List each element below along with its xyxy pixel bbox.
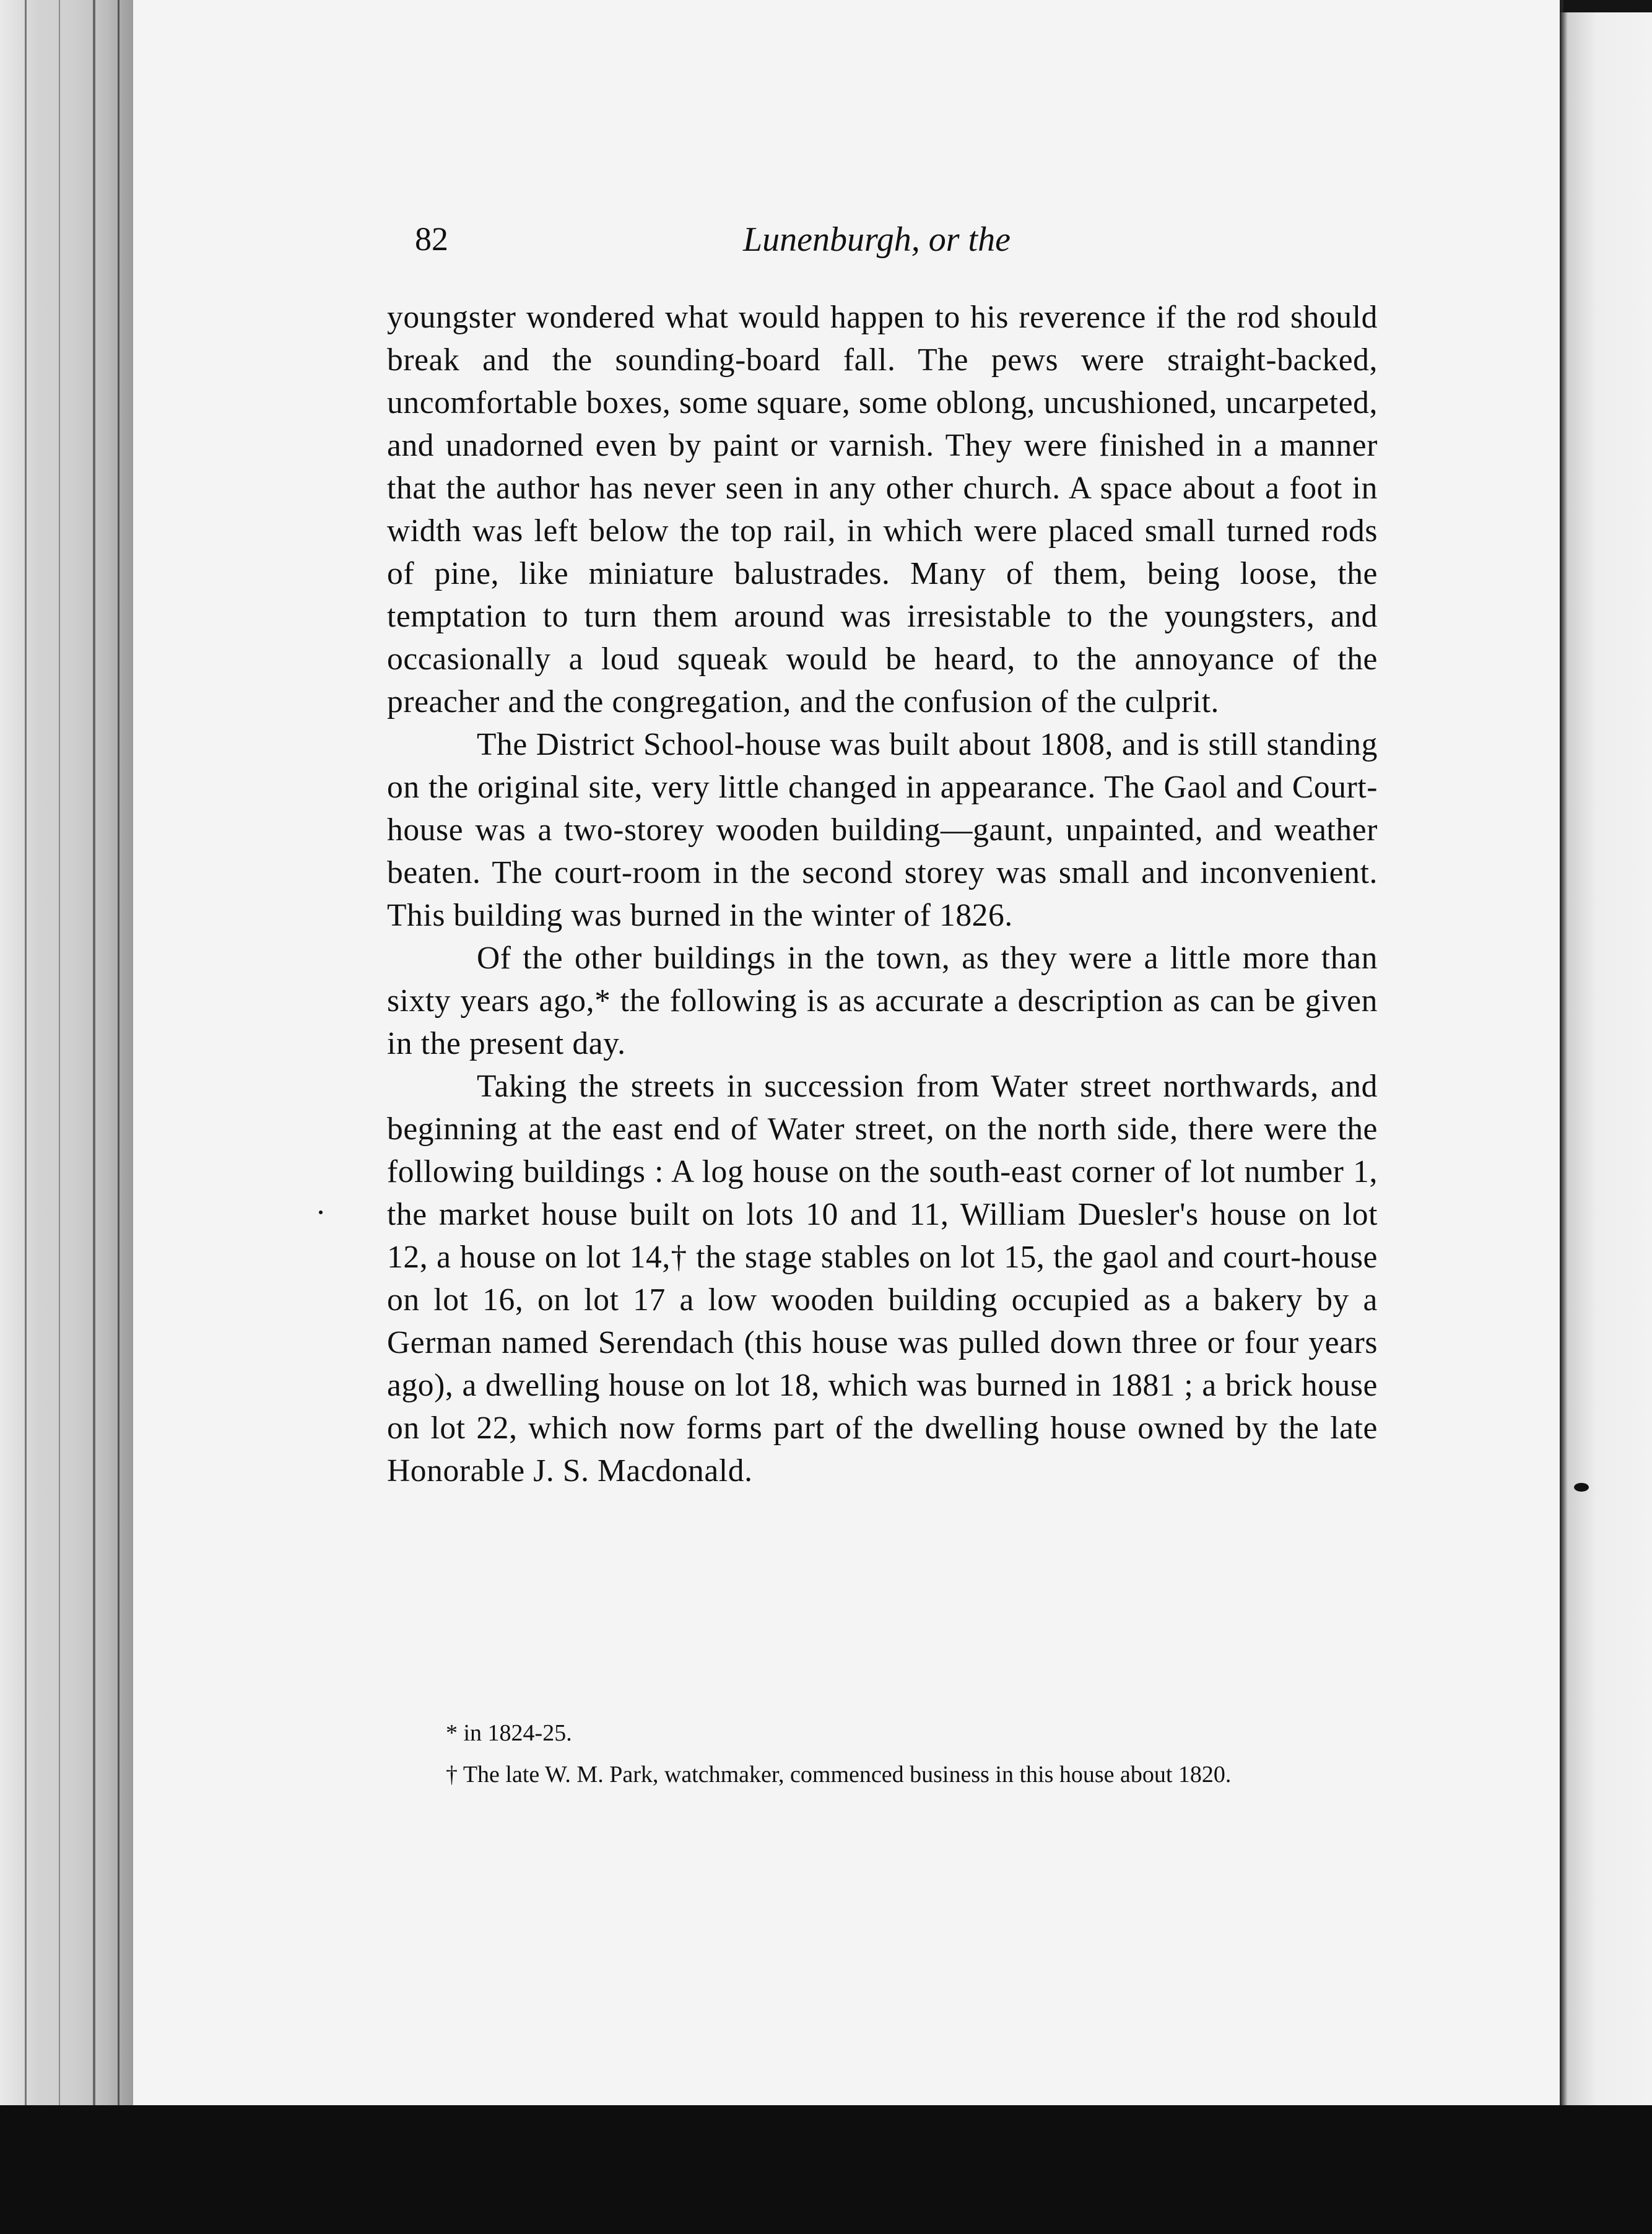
body-text [387,296,1378,1492]
page-edge-line [118,0,120,2234]
footnotes [387,1718,1347,1801]
footnote-star: * in 1824-25. [446,1720,572,1746]
paragraph: The District School-house was built about 1808, and is still standing on the original site, very little changed in appearance. The Gaol and Court-house was a two-storey wooden building—gaunt, unpainted, and weather beaten. The court-room in the second storey was small and inconvenient. This building was burned in the winter of 1826. [387,727,1378,933]
facing-page-edge [1560,12,1652,2234]
ink-mark [1574,1483,1589,1492]
page-edge-line [93,0,95,2234]
page-number: 82 [415,220,448,258]
page-edge-line [25,0,27,2234]
paragraph: youngster wondered what would happen to his reverence if the rod should break and the sounding-board fall. The pews were straight-backed, uncomfortable boxes, some square, some oblong, uncushioned, uncarpeted, and unadorned even by paint or varnish. They were finished in a manner that the author has never seen in any other church. A space about a foot in width was left below the top rail, in which were placed small turned rods of pine, like miniature balustrades. Many of them, being loose, the temptation to turn them around was irresistable to the youngsters, and occasionally a loud squeak would be heard, to the annoyance of the preacher and the congregation, and the confusion of the culprit. [387,300,1378,719]
running-title: Lunenburgh, or the [743,220,1011,259]
paragraph: Taking the streets in succession from Water street northwards, and beginning at the east end of Water street, on the north side, there were the following buildings : A log house on the south-east corner of lot number 1, the market house built on lots 10 and 11, William Duesler's house on lot 12, a house on lot 14,† the stage stables on lot 15, the gaol and court-house on lot 16, on lot 17 a low wooden building occupied as a bakery by a German named Serendach (this house was pulled down three or four years ago), a dwelling house on lot 18, which was burned in 1881 ; a brick house on lot 22, which now forms part of the dwelling house owned by the late Honorable J. S. Macdonald. [387,1069,1378,1489]
scan-background [0,2105,1652,2234]
left-page-edge [0,0,133,2234]
paragraph: Of the other buildings in the town, as they were a little more than sixty years ago,* the following is as accurate a description as can be given in the present day. [387,941,1378,1061]
footnote-dagger: † The late W. M. Park, watchmaker, commenced business in this house about 1820. [446,1762,1232,1788]
speck [319,1210,323,1214]
page-edge-line [59,0,60,2234]
